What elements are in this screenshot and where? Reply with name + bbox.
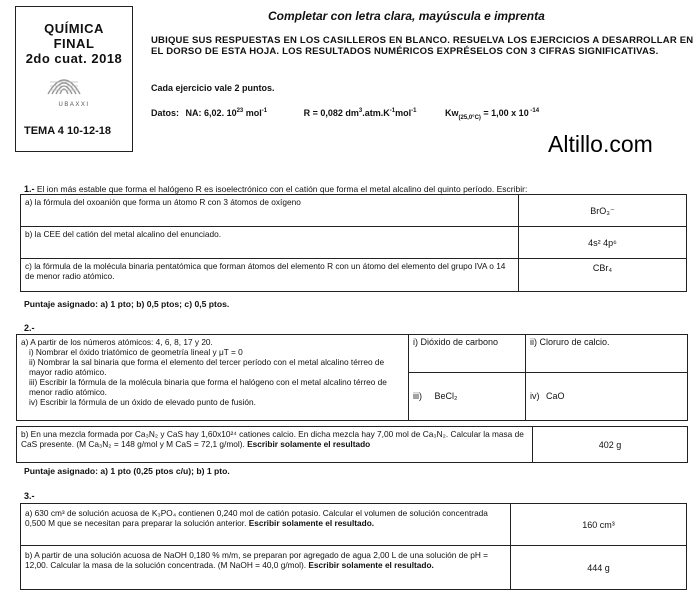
q1c-question: c) la fórmula de la molécula binaria pentatómica que forman átomos del elemento R con un átomo del elemento del grupo IVA o 14 de menor radio atómico. bbox=[21, 259, 519, 292]
table-row bbox=[21, 195, 687, 227]
each-exercise-value: Cada ejercicio vale 2 puntos. bbox=[151, 83, 275, 93]
q2b-table bbox=[16, 426, 688, 463]
q2-points: Puntaje asignado: a) 1 pto (0,25 ptos c/u); b) 1 pto. bbox=[24, 466, 230, 476]
q1-points: Puntaje asignado: a) 1 pto; b) 0,5 ptos; c) 0,5 ptos. bbox=[24, 299, 230, 309]
q1-intro: 1.- El ion más estable que forma el halógeno R es isoelectrónico con el catión que forma el metal alcalino del quinto período. Escribir: bbox=[24, 184, 528, 194]
q2b-question: b) En una mezcla formada por Ca₃N₂ y CaS hay 1,60x10²⁴ cationes calcio. En dicha mezcla hay 7,00 mol de Ca₃N₂. Calcular la masa de CaS presente. (M Ca₃N₂ = 148 g/mol y M CaS = 72,1 g/mol). Escribir solamente el resultado bbox=[17, 427, 533, 463]
table-row bbox=[17, 427, 688, 463]
q2a-table bbox=[16, 334, 688, 421]
q1c-answer[interactable]: CBr₄ bbox=[519, 259, 687, 292]
instructions-title: Completar con letra clara, mayúscula e imprenta bbox=[268, 9, 545, 23]
q3b-answer[interactable]: 444 g bbox=[511, 546, 687, 590]
table-row bbox=[21, 546, 687, 590]
q3-table bbox=[20, 503, 687, 590]
table-row bbox=[21, 227, 687, 259]
table-row bbox=[17, 335, 688, 373]
q2a-answer-i[interactable]: i) Dióxido de carbono bbox=[409, 335, 526, 373]
q2a-answer-iii[interactable]: iii) BeCl₂ bbox=[409, 373, 526, 421]
q1a-question: a) la fórmula del oxoanión que forma un átomo R con 3 átomos de oxígeno bbox=[21, 195, 519, 227]
q3-number: 3.- bbox=[24, 491, 35, 501]
q2a-answer-iv[interactable]: iv) CaO bbox=[526, 373, 688, 421]
q2a-question: a) A partir de los números atómicos: 4, 6, 8, 17 y 20. i) Nombrar el óxido triatómico de geometría lineal y μT = 0 ii) Nombrar la sal binaria que forma el elemento del tercer período con el metal alcalino térreo de mayor radio atómico. iii) Escribir la fórmula de la molécula binaria que forma el halógeno con el metal alcalino térreo de menor radio atómico. iv) Escribir la fórmula de un óxido de elevado punto de fusión. bbox=[17, 335, 409, 421]
q3b-question: b) A partir de una solución acuosa de NaOH 0,180 % m/m, se preparan por agregado de agua 2,00 L de una solución de pH = 12,00. Calcular la masa de la solución concentrada. (M NaOH = 40,0 g/mol). Escribir solamente el resultado. bbox=[21, 546, 511, 590]
q1b-question: b) la CEE del catión del metal alcalino del enunciado. bbox=[21, 227, 519, 259]
watermark-text: Altillo.com bbox=[548, 131, 653, 157]
instructions-text: UBIQUE SUS RESPUESTAS EN LOS CASILLEROS EN BLANCO. RESUELVA LOS EJERCICIOS A DESARROLLAR EN EL DORSO DE ESTA HOJA. LOS RESULTADOS NUMÉRICOS EXPRÉSELOS CON 3 CIFRAS SIGNIFICATIVAS. bbox=[151, 35, 694, 57]
course-title: QUÍMICA bbox=[44, 21, 104, 36]
q3a-answer[interactable]: 160 cm³ bbox=[511, 504, 687, 546]
tema-date: TEMA 4 10-12-18 bbox=[24, 125, 112, 137]
table-row bbox=[21, 504, 687, 546]
exam-term: 2do cuat. 2018 bbox=[25, 51, 123, 66]
q1a-answer[interactable]: BrO₃⁻ bbox=[519, 195, 687, 227]
q2-number: 2.- bbox=[24, 323, 35, 333]
q1-table bbox=[20, 194, 687, 292]
table-row bbox=[21, 259, 687, 292]
exam-type: FINAL bbox=[53, 36, 95, 51]
logo-text: UBAXXI bbox=[58, 102, 90, 108]
data-constants: Datos: NA: 6,02. $10^{23}$ mol$^{-1}$ R = 0,082 $dm^3.atm.K^{-1}mol^{-1}$ $Kw_{(25,0^\circ C)} = 1,00$ x 10 $^{-14}$ bbox=[151, 108, 540, 121]
q1b-answer[interactable]: 4s² 4p⁶ bbox=[519, 227, 687, 259]
ubaxxi-logo-icon bbox=[44, 64, 84, 100]
q3a-question: a) 630 cm³ de solución acuosa de K₃PO₄ contienen 0,240 mol de catión potasio. Calcular el volumen de solución concentrada 0,500 M que se necesitan para preparar la solución anterior. Escribir solamente el resultado. bbox=[21, 504, 511, 546]
q2a-answer-ii[interactable]: ii) Cloruro de calcio. bbox=[526, 335, 688, 373]
q2b-answer[interactable]: 402 g bbox=[533, 427, 688, 463]
